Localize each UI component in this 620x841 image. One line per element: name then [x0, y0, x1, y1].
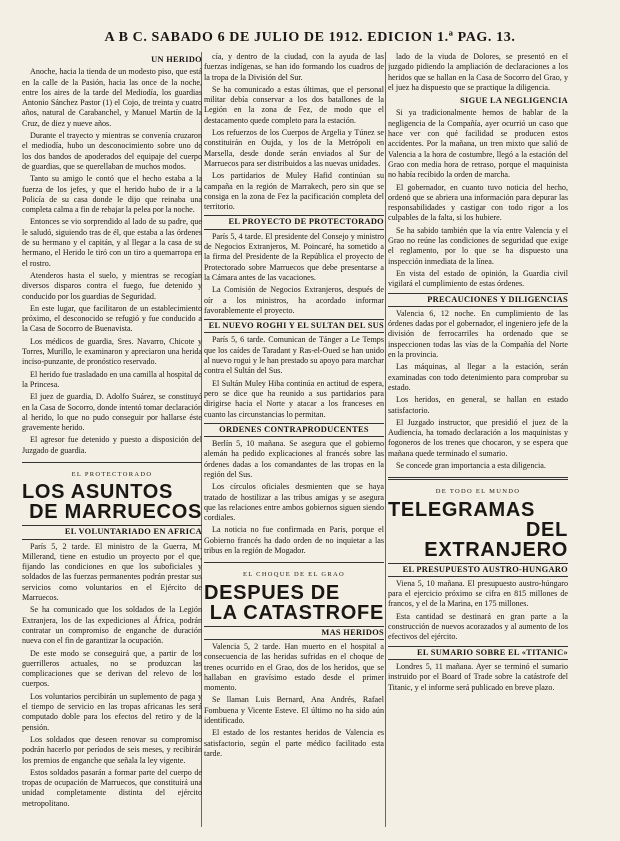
paragraph: Se llaman Luis Bernard, Ana Andrés, Rafael Fombuena y Vicente Esteve. El último no ha sido aún identificado. — [204, 695, 384, 726]
paragraph: Los soldados que deseen renovar su compromiso podrán hacerlo por períodos de seis meses, y recibirán los premios de enganche que señala la ley vigente. — [22, 734, 202, 765]
paragraph: El agresor fue detenido y puesto a disposición del Juzgado de guardia. — [22, 435, 202, 455]
big-headline-line-2: DE MARRUECOS — [29, 501, 202, 524]
paragraph: Los partidarios de Muley Hafid continúan su campaña en la región de Marrakech, pero sin que se consiga en la zona de Fez la pacificación completa del territorio. — [204, 171, 384, 212]
paragraph: Atenderos hasta el suelo, y mientras se recogían diversos disparos contra el fuego, fue detenido y conducido por los guardias de Seguridad. — [22, 270, 202, 301]
subheadline: SIGUE LA NEGLIGENCIA — [460, 96, 568, 106]
paragraph: Entonces se vio sorprendido al lado de su padre, que le saludó, siguiendo tras de él, que estaba a las órdenes de su hermano y el capitán, y al llegar a la casa de su hermano, el Herido le tiró con un tiro a quemarropa en el rostro. — [22, 217, 202, 268]
section-divider — [204, 562, 384, 563]
paragraph: El gobernador, en cuanto tuvo noticia del hecho, ordenó que se abriera una información para depurar las responsabilidades y castigar con todo rigor a los culpables de la falta, si los hubiere. — [388, 182, 568, 223]
paragraph: Londres 5, 11 mañana. Ayer se terminó el sumario instruido por el Board of Trade sobre la catástrofe del Titanic, y el informe será publicado en breve plazo. — [388, 661, 568, 692]
section-kicker: DE TODO EL MUNDO — [435, 488, 521, 496]
section-kicker: EL PROTECTORADO — [71, 470, 153, 478]
paragraph: Tanto su amigo le contó que el hecho estaba a la fuerza de los jefes, y que el herido hubo de ir a la Policía de su casa donde le dijo que reinaba una completa calma a fin de rebajar la pelea por la noche. — [22, 174, 202, 215]
paragraph: Los círculos oficiales desmienten que se haya tratado de hostilizar a las tribus amigas y se asegura que las relaciones entre ambos gobiernos siguen siendo cordiales. — [204, 482, 384, 523]
paragraph: París 5, 4 tarde. El presidente del Consejo y ministro de Negocios Extranjeros, M. Poincaré, ha sometido a la firma del Presidente de la República el proyecto de Protectorado sobre Marruecos que debe presentarse a la Cámara antes de las vacaciones. — [204, 231, 384, 282]
subheadline: MAS HERIDOS — [204, 626, 384, 640]
paragraph: Los refuerzos de los Cuerpos de Argelia y Túnez se constituirán en Oujda, y los de la Metrópoli en Marsella, desde donde serán enviados al Sur de Marruecos para ser distribuidos a las nuevas unidades. — [204, 128, 384, 168]
subheadline: EL PRESUPUESTO AUSTRO-HUNGARO — [388, 563, 568, 577]
paragraph: El herido fue trasladado en una camilla al hospital de la Princesa. — [22, 369, 202, 389]
paragraph: La Comisión de Negocios Extranjeros, después de oír a los ministros, ha acordado informar favorablemente el proyecto. — [204, 285, 384, 315]
big-headline-line-2: LA CATASTROFE — [209, 601, 384, 624]
big-headline-line-1: DESPUES DE — [204, 581, 340, 604]
paragraph: De este modo se conseguirá que, a partir de los guerrilleros actuales, no se produzcan las complicaciones que se derivan del relevo de los cuerpos. — [22, 648, 202, 689]
paragraph: Se ha comunicado que los soldados de la Legión Extranjera, los de las expediciones al África, podrán contratar un compromiso de enganche de duración nueva con el fin de garantizar la ocupación. — [22, 605, 202, 646]
paragraph: El estado de los restantes heridos de Valencia es satisfactorio, según el parte médico facilitado esta tarde. — [204, 728, 384, 758]
paragraph: Se ha sabido también que la vía entre Valencia y el Grao no reúne las condiciones de seguridad que exige el reglamento, por lo que se ha dispuesto una inspección inmediata de la línea. — [388, 225, 568, 266]
paragraph: Los heridos, en general, se hallan en estado satisfactorio. — [388, 395, 568, 415]
subheadline: EL NUEVO ROGHI Y EL SULTAN DEL SUS — [204, 319, 384, 333]
paragraph: Durante el trayecto y mientras se convenía cruzaron el mediodía, hubo un desconocimiento sobre uno de los dos bandos de apoderados del equipaje del cuerpo de guardias, que se querellaban de muchos modos. — [22, 131, 202, 171]
paragraph: Esta cantidad se destinará en gran parte a la construcción de nuevos acorazados y al aumento de los efectivos del ejército. — [388, 611, 568, 642]
headline-un-herido: UN HERIDO — [151, 55, 202, 64]
big-headline-line-2: DEL EXTRANJERO — [424, 518, 568, 561]
section-divider — [388, 477, 568, 480]
paragraph: Berlín 5, 10 mañana. Se asegura que el gobierno alemán ha pedido explicaciones al francés sobre las órdenes dadas a los comandantes de las tropas en la región del Sus. — [204, 439, 384, 479]
paragraph: Las máquinas, al llegar a la estación, serán examinadas con todo detenimiento para comprobar su estado. — [388, 362, 568, 392]
subheadline: ORDENES CONTRAPRODUCENTES — [204, 423, 384, 437]
paragraph: Si ya tradicionalmente hemos de hablar de la negligencia de la Compañía, ayer ocurrió un caso que hace ver con qué facilidad se producen estos accidentes. Por la mañana, un tren mixto que salió de Valencia a la hora de costumbre, llegó a la estación del Grao con media hora de retraso, porque el maquinista no había recibido la orden de marcha. — [388, 108, 568, 180]
paragraph: En este lugar, que facilitaron de un establecimiento próximo, el desconocido se refugió y fue conducido a la Casa de Socorro de Buenavista. — [22, 303, 202, 334]
paragraph: lado de la viuda de Dolores, se presentó en el juzgado pidiendo la ampliación de declaraciones a los heridos que se hallan en la Casa de Socorro del Grao, y el juez ha dispuesto que se practique la diligencia. — [388, 52, 568, 92]
paragraph: Anoche, hacia la tienda de un modesto piso, que está en la calle de la Pasión, hacia las once de la noche, entre los aires de la tarde del Mediodía, los guardias Antonio Sánchez Pastor (1) el Cojo, de treinta y cuatro años, natural de Carabanchel, y Manuel Martín de la Cruz, de diez y nueve años. — [22, 67, 202, 128]
column-3 — [388, 52, 568, 832]
column-2 — [204, 52, 384, 832]
paragraph: El Juzgado instructor, que presidió el juez de la Audiencia, ha tomado declaración a los maquinistas y fogoneros de los trenes que chocaron, y se espera que mañana quede terminado el sumario. — [388, 417, 568, 458]
page-masthead: A B C. SABADO 6 DE JULIO DE 1912. EDICION 1.ª PAG. 13. — [104, 30, 516, 45]
paragraph: La noticia no fue confirmada en París, porque el Gobierno francés ha dado orden de no inquietar a las tribus en la región de Mogador. — [204, 525, 384, 556]
subheadline: EL SUMARIO SOBRE EL «TITANIC» — [388, 646, 568, 660]
section-divider — [22, 462, 202, 463]
paragraph: Viena 5, 10 mañana. El presupuesto austro-húngaro para el ejercicio próximo se cifra en 815 millones de francos, y el de la Marina, en 175 millones. — [388, 578, 568, 609]
paragraph: Valencia 5, 2 tarde. Han muerto en el hospital a consecuencia de las heridas sufridas en el choque de trenes ocurrido en el Grao, dos de los heridos, que se hallaban en gravísimo estado desde el primer momento. — [204, 641, 384, 693]
paragraph: El juez de guardia, D. Adolfo Suárez, se constituyó en la Casa de Socorro, donde intentó tomar declaración al herido, lo que no pudo conseguir por hallarse éste gravemente herido. — [22, 392, 202, 433]
subheadline: PRECAUCIONES Y DILIGENCIAS — [388, 293, 568, 307]
column-1 — [22, 52, 202, 832]
subheadline: EL VOLUNTARIADO EN AFRICA — [22, 525, 202, 539]
subheadline: EL PROYECTO DE PROTECTORADO — [204, 215, 384, 229]
paragraph: Estos soldados pasarán a formar parte del cuerpo de tropas de ocupación de Marruecos, que constituirá una unidad completamente distinta del ejército metropolitano. — [22, 767, 202, 808]
paragraph: En vista del estado de opinión, la Guardia civil vigilará el cumplimiento de estas órdenes. — [388, 268, 568, 289]
big-headline-line-1: TELEGRAMAS — [388, 498, 535, 521]
paragraph: El Sultán Muley Hiba continúa en actitud de espera, pero se dice que ha reunido a sus partidarios para dirigirse hacia el Norte y atacar a los franceses en cuanto las circunstancias lo permitan. — [204, 378, 384, 419]
paragraph: Se concede gran importancia a esta diligencia. — [396, 460, 546, 470]
section-kicker: EL CHOQUE DE EL GRAO — [242, 571, 346, 579]
column-rule — [385, 52, 386, 827]
paragraph: Los voluntarios percibirán un suplemento de paga y el tiempo de servicio en las tropas africanas les será computado doble para los efectos del retiro y de la pensión. — [22, 691, 202, 732]
paragraph: Los médicos de guardia, Sres. Navarro, Chicote y Torres, Murillo, le examinaron y apreciaron una herida inciso-punzante, de pronóstico reservado. — [22, 336, 202, 367]
paragraph: cía, y dentro de la ciudad, con la ayuda de las fuerzas indígenas, se han ido formando los cuadros de la tropa de la División del Sur. — [204, 52, 384, 82]
paragraph: París 5, 6 tarde. Comunican de Tánger a Le Temps que los caídes de Taradant y Ras-el-Oued se han unido al nuevo rogui y le han prestado su apoyo para marchar contra el Sultán del Sus. — [204, 335, 384, 376]
big-headline-line-1: LOS ASUNTOS — [22, 481, 174, 504]
paragraph: Se ha comunicado a estas últimas, que el personal militar debía conservar a los dos batallones de la Legión en la zona de Fez, de modo que el destacamento quede completo para la estación. — [204, 84, 384, 125]
paragraph: Valencia 6, 12 noche. En cumplimiento de las órdenes dadas por el gobernador, el ingeniero jefe de la división de ferrocarriles ha ordenado que se inspeccionen todas las vías de la Compañía del Norte en la provincia. — [388, 308, 568, 360]
paragraph: París 5, 2 tarde. El ministro de la Guerra, M. Millerand, tiene en estudio un proyecto por el que, fijando las condiciones en que los suboficiales y soldados de las fuerzas permanentes podrán prestar sus servicios como voluntarios en el Ejército de Marruecos. — [22, 541, 202, 603]
